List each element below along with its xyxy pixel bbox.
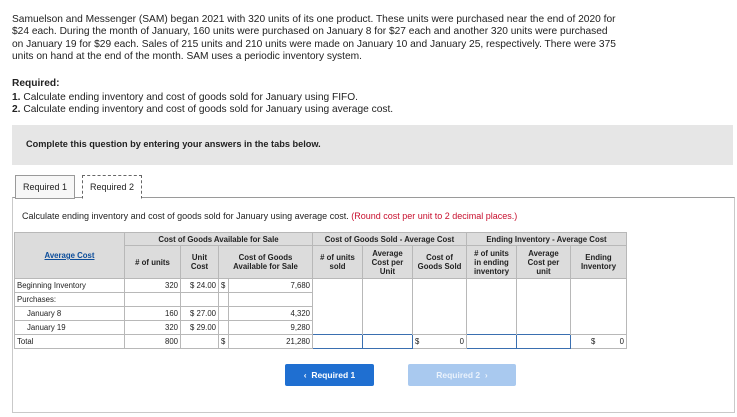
- jan19-available: 9,280: [229, 321, 313, 335]
- jan8-available: 4,320: [229, 307, 313, 321]
- col-header-unit-cost: Unit Cost: [181, 246, 219, 279]
- chevron-right-icon: ›: [484, 370, 488, 380]
- ending-inventory-cell: [571, 335, 627, 349]
- problem-line: units on hand at the end of the month. SAM uses a periodic inventory system.: [12, 51, 362, 63]
- empty-cell: [571, 279, 627, 293]
- table-row: [15, 293, 627, 307]
- corner-cell: [15, 233, 125, 279]
- empty-cell: [313, 279, 363, 293]
- cogs-value: 0: [459, 337, 464, 346]
- beginning-unit-cost: $ 24.00: [181, 279, 219, 293]
- required-item-2: [12, 104, 393, 115]
- average-cost-link[interactable]: Average Cost: [44, 251, 95, 260]
- jan8-units: 160: [125, 307, 181, 321]
- empty-cell: [413, 321, 467, 335]
- empty-cell: [413, 279, 467, 293]
- required-item-2-num: 2.: [12, 104, 21, 115]
- col-header-units-sold: # of units sold: [313, 246, 363, 279]
- empty-cell: [313, 321, 363, 335]
- empty-cell: [313, 293, 363, 307]
- empty-cell: [517, 321, 571, 335]
- jan19-units: 320: [125, 321, 181, 335]
- group-header-available: Cost of Goods Available for Sale: [125, 233, 313, 246]
- table-row: [15, 307, 627, 321]
- problem-line: $24 each. During the month of January, 160 units were purchased on January 8 for $27 each and another 320 units were purchased: [12, 26, 608, 38]
- col-header-cogs: Cost of Goods Sold: [413, 246, 467, 279]
- required-heading: Required:: [12, 78, 60, 89]
- col-header-units-ending: # of units in ending inventory: [467, 246, 517, 279]
- col-header-ending-inventory: Ending Inventory: [571, 246, 627, 279]
- required-item-1-text: Calculate ending inventory and cost of goods sold for January using FIFO.: [20, 92, 359, 103]
- empty-cell: [467, 279, 517, 293]
- prev-button-label: Required 1: [311, 370, 356, 380]
- cogs-value-cell: [413, 335, 467, 349]
- instruction-text: Calculate ending inventory and cost of goods sold for January using average cost.: [22, 211, 349, 221]
- avg-cost-per-unit-input[interactable]: [363, 335, 413, 349]
- empty-cell: [363, 293, 413, 307]
- empty-cell: [571, 307, 627, 321]
- problem-line: Samuelson and Messenger (SAM) began 2021 with 320 units of its one product. These units were purchased near the end of 2020 for: [12, 14, 616, 25]
- required-item-1-num: 1.: [12, 92, 21, 103]
- empty-cell: [363, 279, 413, 293]
- empty-cell: [219, 307, 229, 321]
- instruction-banner: [12, 125, 733, 165]
- prev-button[interactable]: [285, 364, 374, 386]
- group-header-ending: Ending Inventory - Average Cost: [467, 233, 627, 246]
- required-item-1: [12, 92, 358, 103]
- empty-cell: [413, 293, 467, 307]
- cogs-dollar-sign: $: [415, 337, 420, 346]
- empty-cell: [571, 293, 627, 307]
- row-label: Beginning Inventory: [15, 279, 125, 293]
- group-header-cogs: Cost of Goods Sold - Average Cost: [313, 233, 467, 246]
- average-cost-table: [14, 232, 627, 349]
- total-units: 800: [125, 335, 181, 349]
- row-label: Purchases:: [15, 293, 125, 307]
- tab-required-1[interactable]: Required 1: [15, 175, 75, 199]
- total-dollar-sign: $: [219, 335, 229, 349]
- empty-cell: [363, 321, 413, 335]
- col-header-units: # of units: [125, 246, 181, 279]
- empty-cell: [313, 307, 363, 321]
- empty-cell: [467, 293, 517, 307]
- empty-cell: [181, 335, 219, 349]
- empty-cell: [363, 307, 413, 321]
- problem-line: on January 19 for $29 each. Sales of 215 units and 210 units were made on January 10 and January 25, respectively. There were 375: [12, 38, 616, 50]
- empty-cell: [571, 321, 627, 335]
- beginning-available: 7,680: [229, 279, 313, 293]
- required-item-2-text: Calculate ending inventory and cost of goods sold for January using average cost.: [20, 104, 394, 115]
- empty-cell: [229, 293, 313, 307]
- tab-instruction: [22, 211, 517, 221]
- total-available: 21,280: [229, 335, 313, 349]
- empty-cell: [467, 321, 517, 335]
- col-header-avg-cost: Average Cost per Unit: [363, 246, 413, 279]
- jan8-unit-cost: $ 27.00: [181, 307, 219, 321]
- row-label: January 19: [15, 321, 125, 335]
- next-button-label: Required 2: [436, 370, 481, 380]
- table-row: [15, 279, 627, 293]
- table-row: [15, 321, 627, 335]
- empty-cell: [219, 293, 229, 307]
- empty-cell: [467, 307, 517, 321]
- next-button[interactable]: [408, 364, 516, 386]
- empty-cell: [181, 293, 219, 307]
- rounding-note: (Round cost per unit to 2 decimal places.): [351, 211, 518, 221]
- ending-dollar-sign: $: [591, 337, 596, 346]
- empty-cell: [413, 307, 467, 321]
- empty-cell: [219, 321, 229, 335]
- units-sold-input[interactable]: [313, 335, 363, 349]
- empty-cell: [125, 293, 181, 307]
- empty-cell: [517, 279, 571, 293]
- ending-avg-cost-input[interactable]: [517, 335, 571, 349]
- empty-cell: [517, 307, 571, 321]
- col-header-available: Cost of Goods Available for Sale: [219, 246, 313, 279]
- table-row: [15, 335, 627, 349]
- banner-text: Complete this question by entering your answers in the tabs below.: [26, 139, 321, 149]
- chevron-left-icon: ‹: [303, 370, 307, 380]
- units-ending-input[interactable]: [467, 335, 517, 349]
- ending-inventory-value: 0: [619, 337, 624, 346]
- problem-statement: [12, 14, 722, 64]
- jan19-unit-cost: $ 29.00: [181, 321, 219, 335]
- beginning-units: 320: [125, 279, 181, 293]
- tab-required-2[interactable]: Required 2: [82, 175, 142, 199]
- row-label: Total: [15, 335, 125, 349]
- beginning-dollar-sign: $: [219, 279, 229, 293]
- col-header-ending-avg-cost: Average Cost per unit: [517, 246, 571, 279]
- empty-cell: [517, 293, 571, 307]
- row-label: January 8: [15, 307, 125, 321]
